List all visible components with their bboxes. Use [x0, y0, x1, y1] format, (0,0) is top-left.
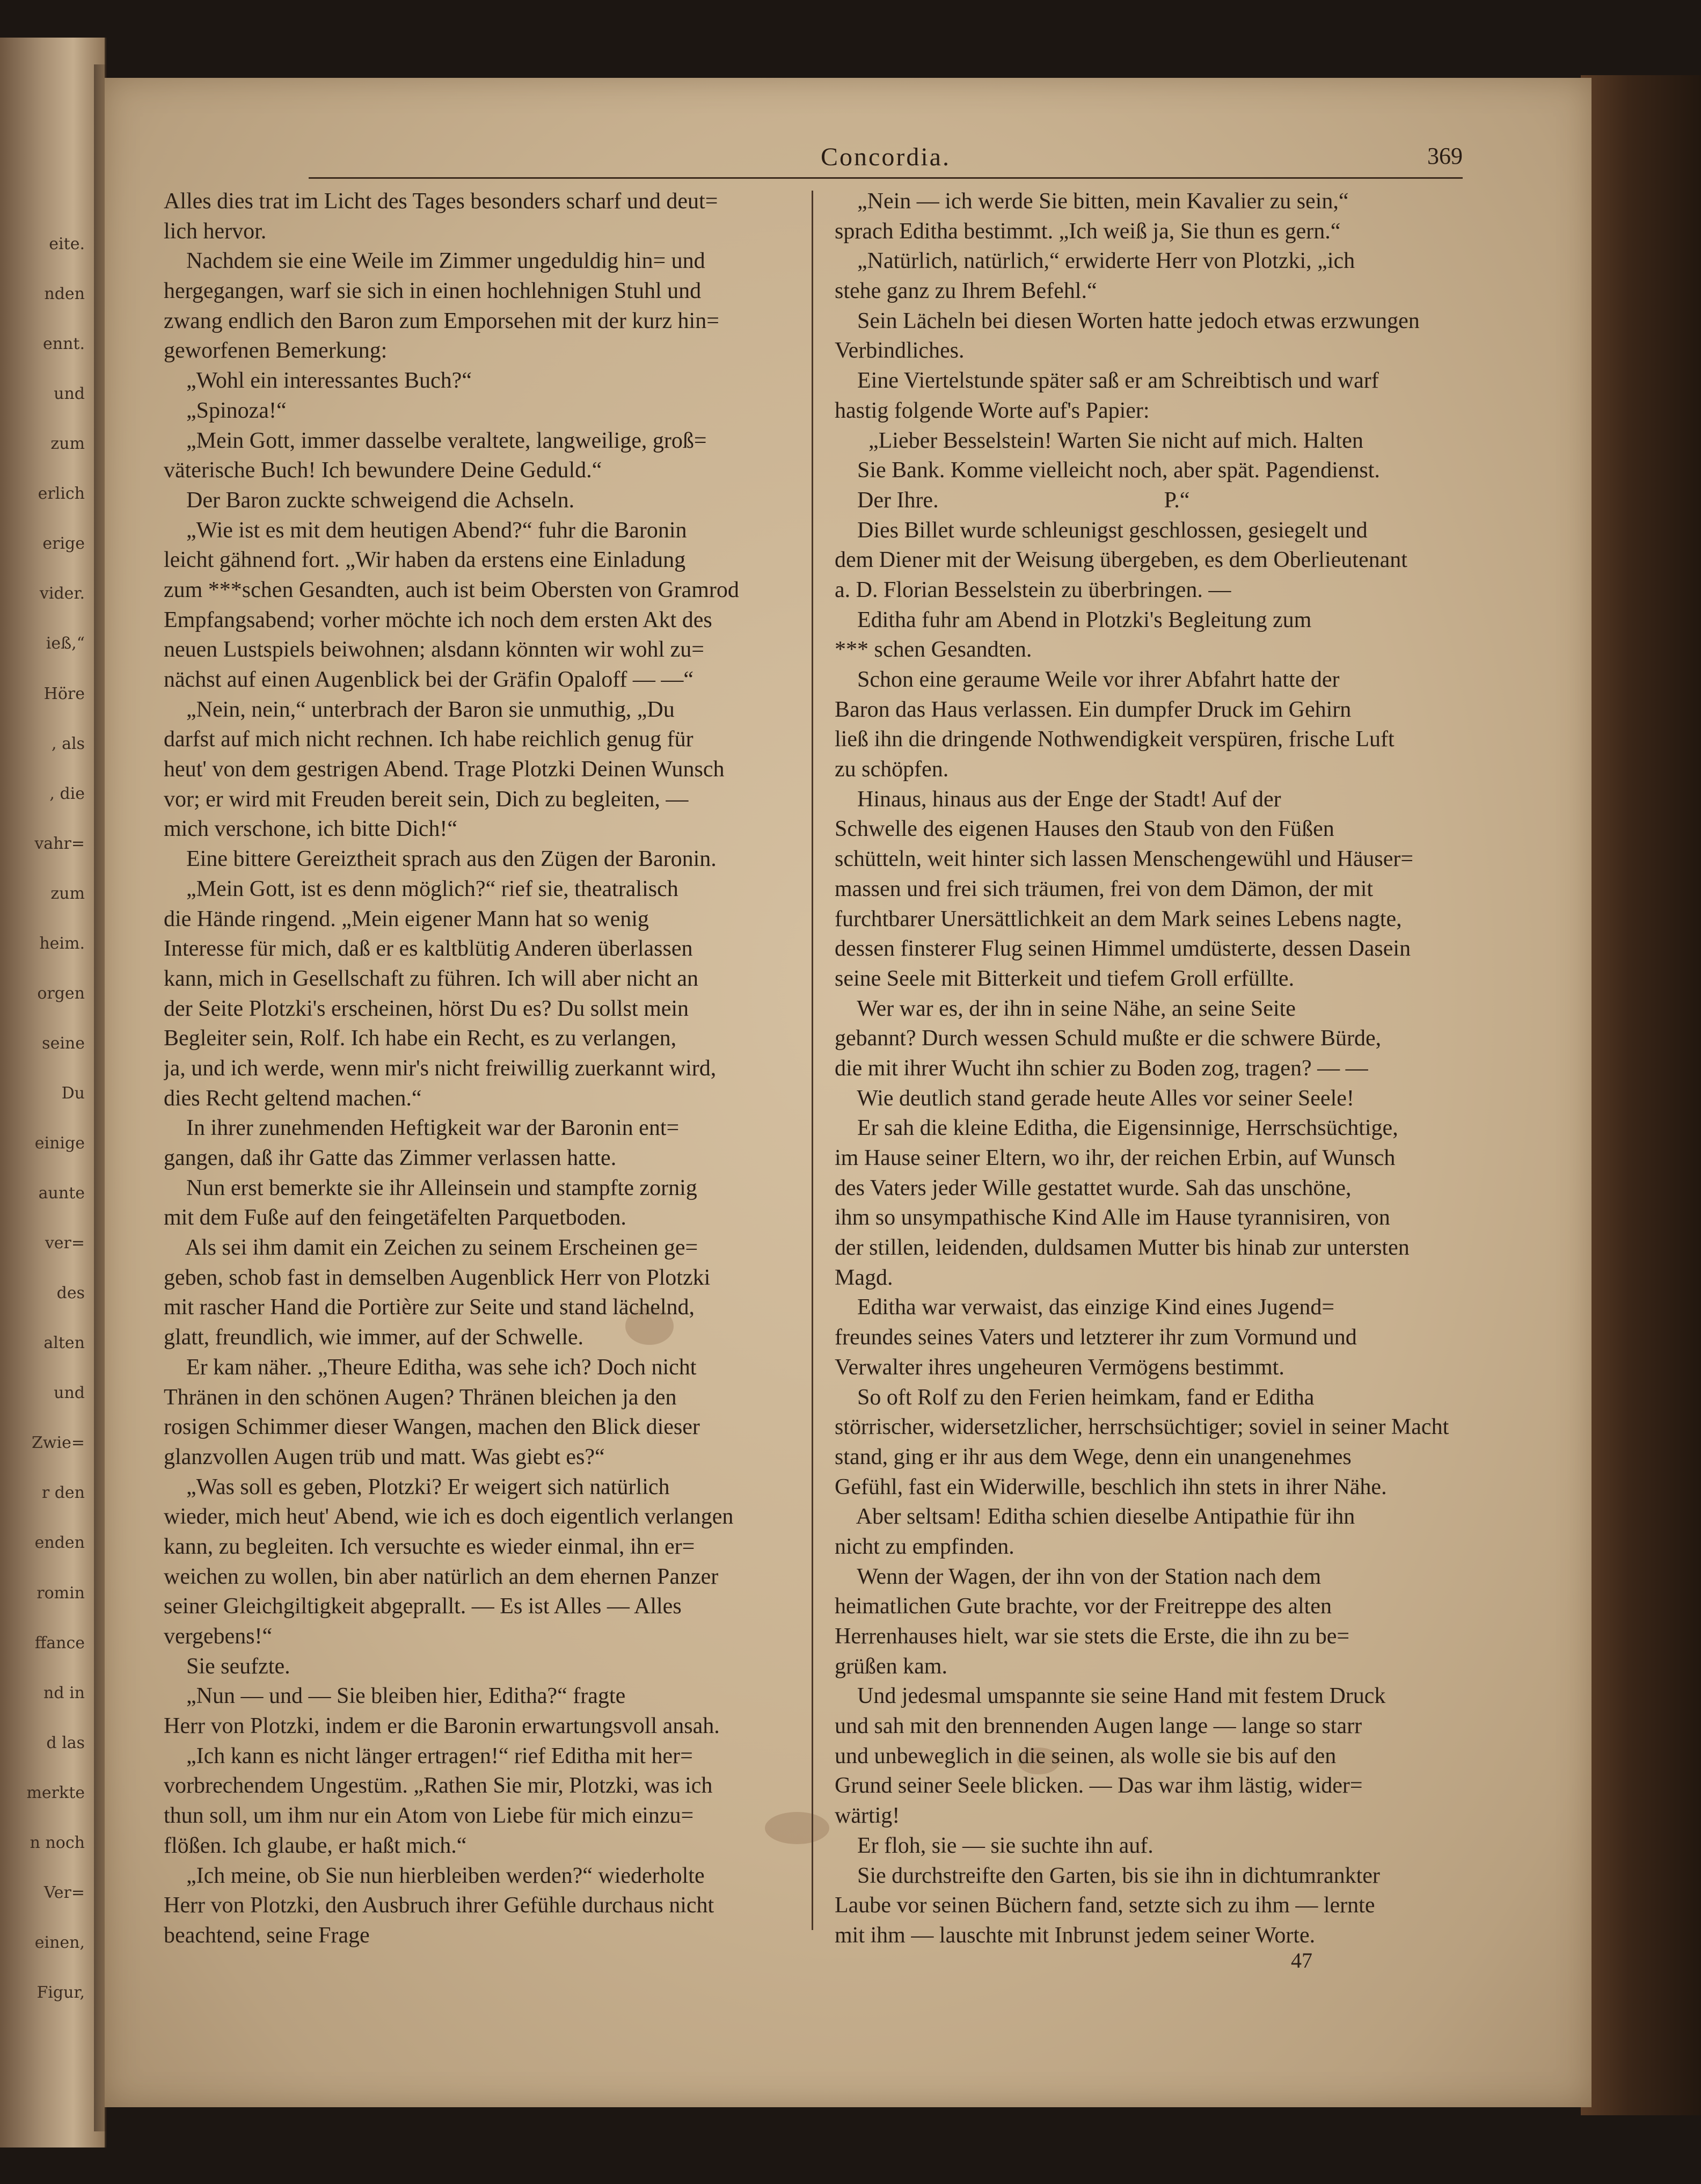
text-line: beachtend, seine Frage	[164, 1923, 370, 1948]
text-line: die mit ihrer Wucht ihn schier zu Boden zog, tragen? — —	[835, 1055, 1368, 1081]
text-line: „Mein Gott, immer dasselbe veraltete, langweilige, groß=	[164, 428, 707, 453]
text-line: nächst auf einen Augenblick bei der Gräfin Opaloff — —“	[164, 667, 694, 692]
text-line: rosigen Schimmer dieser Wangen, machen den Blick dieser	[164, 1415, 700, 1440]
text-line: geworfenen Bemerkung:	[164, 338, 388, 363]
text-line: Thränen in den schönen Augen? Thränen bleichen ja den	[164, 1385, 677, 1410]
text-line: Herr von Plotzki, indem er die Baronin erwartungsvoll ansah.	[164, 1714, 720, 1739]
text-line: „Wohl ein interessantes Buch?“	[164, 368, 472, 394]
text-line: geben, schob fast in demselben Augenblick Herr von Plotzki	[164, 1265, 711, 1290]
text-line: Magd.	[835, 1265, 893, 1290]
text-line: zum ***schen Gesandten, auch ist beim Obersten von Gramrod	[164, 577, 739, 602]
text-line: Empfangsabend; vorher möchte ich noch dem ersten Akt des	[164, 607, 712, 632]
text-line: Wer war es, der ihn in seine Nähe, an seine Seite	[835, 996, 1296, 1021]
facing-page-fragment: erige	[42, 534, 85, 554]
right-text-column	[835, 187, 1463, 1951]
column-divider	[812, 191, 813, 1930]
text-line: schütteln, weit hinter sich lassen Menschengewühl und Häuser=	[835, 847, 1414, 872]
facing-page-fragment: erlich	[38, 484, 85, 504]
running-header	[309, 142, 1463, 180]
text-line: freundes seines Vaters und letzterer ihr zum Vormund und	[835, 1325, 1357, 1350]
text-line: Alles dies trat im Licht des Tages besonders scharf und deut=	[164, 189, 718, 214]
text-line: Baron das Haus verlassen. Ein dumpfer Druck im Gehirn	[835, 697, 1352, 722]
text-line: Verbindliches.	[835, 338, 965, 363]
text-line: Er sah die kleine Editha, die Eigensinnige, Herrschsüchtige,	[835, 1116, 1398, 1141]
facing-page-fragment: vider.	[39, 584, 85, 603]
text-line: hergegangen, warf sie sich in einen hochlehnigen Stuhl und	[164, 279, 702, 304]
facing-page-fragment: enden	[34, 1533, 85, 1553]
text-line: leicht gähnend fort. „Wir haben da erstens eine Einladung	[164, 548, 686, 573]
facing-page-fragment: einen,	[34, 1933, 85, 1952]
facing-page-fragment: r den	[41, 1483, 85, 1503]
text-line: dies Recht geltend machen.“	[164, 1086, 422, 1111]
text-line: Sie durchstreifte den Garten, bis sie ihn in dichtumrankter	[835, 1863, 1380, 1888]
left-text-column	[164, 187, 786, 1951]
text-line: darfst auf mich nicht rechnen. Ich habe reichlich genug für	[164, 727, 693, 752]
book-cover-edge	[1581, 75, 1701, 2115]
facing-page-fragment: ieß,“	[46, 634, 85, 653]
facing-page-fragment: und	[54, 384, 85, 404]
text-line: Schon eine geraume Weile vor ihrer Abfahrt hatte der	[835, 667, 1340, 692]
text-line: Eine bittere Gereiztheit sprach aus den Zügen der Baronin.	[164, 847, 717, 872]
text-line: „Nun — und — Sie bleiben hier, Editha?“ fragte	[164, 1684, 626, 1709]
page-number: 369	[1427, 143, 1463, 169]
text-line: seine Seele mit Bitterkeit und tiefem Groll erfüllte.	[835, 966, 1295, 991]
text-line: grüßen kam.	[835, 1654, 947, 1679]
text-line: vergebens!“	[164, 1624, 273, 1649]
text-line: neuen Lustspiels beiwohnen; alsdann könnten wir wohl zu=	[164, 637, 704, 663]
facing-page-fragment: n noch	[30, 1833, 85, 1852]
text-line: und unbeweglich in die seinen, als wolle sie bis auf den	[835, 1743, 1337, 1768]
facing-page-fragment: nd in	[43, 1683, 85, 1702]
text-line: Dies Billet wurde schleunigst geschlossen, gesiegelt und	[835, 518, 1368, 543]
text-line: In ihrer zunehmenden Heftigkeit war der Baronin ent=	[164, 1116, 680, 1141]
facing-page-fragment: aunte	[38, 1184, 85, 1203]
text-line: ihm so unsympathische Kind Alle im Hause tyrannisiren, von	[835, 1205, 1390, 1231]
facing-page-fragment: seine	[42, 1033, 85, 1053]
text-line: *** schen Gesandten.	[835, 637, 1032, 663]
text-line: dessen finsterer Flug seinen Himmel umdüsterte, dessen Dasein	[835, 936, 1411, 962]
text-line: „Ich kann es nicht länger ertragen!“ rief Editha mit her=	[164, 1743, 693, 1768]
facing-page-fragment: merkte	[26, 1783, 85, 1802]
text-line: stehe ganz zu Ihrem Befehl.“	[835, 279, 1097, 304]
text-line: kann, mich in Gesellschaft zu führen. Ich will aber nicht an	[164, 966, 698, 991]
facing-page-fragment: ver=	[45, 1234, 85, 1253]
text-line: vor; er wird mit Freuden bereit sein, Dich zu begleiten, —	[164, 787, 689, 812]
facing-page-fragment: alten	[43, 1334, 85, 1353]
text-line: Herrenhauses hielt, war sie stets die Erste, die ihn zu be=	[835, 1624, 1350, 1649]
text-line: Sie seufzte.	[164, 1654, 290, 1679]
facing-page-fragment: d las	[46, 1733, 85, 1752]
text-line: „Ich meine, ob Sie nun hierbleiben werden?“ wiederholte	[164, 1863, 705, 1888]
text-line: seiner Gleichgiltigkeit abgeprallt. — Es ist Alles — Alles	[164, 1594, 682, 1619]
text-line: sprach Editha bestimmt. „Ich weiß ja, Sie thun es gern.“	[835, 219, 1341, 244]
facing-page-fragment: , als	[52, 734, 85, 753]
text-line: wärtig!	[835, 1803, 900, 1829]
text-line: Nachdem sie eine Weile im Zimmer ungeduldig hin= und	[164, 249, 705, 274]
text-line: der Seite Plotzki's erscheinen, hörst Du es? Du sollst mein	[164, 996, 689, 1021]
facing-page-fragment: zum	[50, 434, 85, 454]
text-line: stand, ging er ihr aus dem Wege, denn ein unangenehmes	[835, 1444, 1352, 1469]
text-line: Er kam näher. „Theure Editha, was sehe ich? Doch nicht	[164, 1355, 697, 1380]
text-line: mit rascher Hand die Portière zur Seite und stand lächelnd,	[164, 1295, 695, 1320]
text-line: glanzvollen Augen trüb und matt. Was giebt es?“	[164, 1444, 605, 1469]
text-line: thun soll, um ihm nur ein Atom von Liebe für mich einzu=	[164, 1803, 694, 1829]
text-line: massen und frei sich träumen, frei von dem Dämon, der mit	[835, 876, 1374, 901]
text-line: ließ ihn die dringende Nothwendigkeit verspüren, frische Luft	[835, 727, 1395, 752]
text-line: Sie Bank. Komme vielleicht noch, aber spät. Pagendienst.	[835, 458, 1380, 483]
text-line: glatt, freundlich, wie immer, auf der Schwelle.	[164, 1325, 584, 1350]
text-line: zu schöpfen.	[835, 757, 949, 782]
text-line: heut' von dem gestrigen Abend. Trage Plotzki Deinen Wunsch	[164, 757, 725, 782]
text-line: „Natürlich, natürlich,“ erwiderte Herr von Plotzki, „ich	[835, 249, 1355, 274]
text-line: störrischer, widersetzlicher, herrschsüchtiger; soviel in seiner Macht	[835, 1415, 1449, 1440]
text-line: väterische Buch! Ich bewundere Deine Geduld.“	[164, 458, 602, 483]
text-line: Herr von Plotzki, den Ausbruch ihrer Gefühle durchaus nicht	[164, 1893, 714, 1918]
text-line: „Spinoza!“	[164, 398, 287, 423]
facing-page-fragment: nden	[44, 285, 85, 304]
text-line: Wie deutlich stand gerade heute Alles vor seiner Seele!	[835, 1086, 1354, 1111]
text-line: „Lieber Besselstein! Warten Sie nicht auf mich. Halten	[835, 428, 1363, 453]
text-line: Und jedesmal umspannte sie seine Hand mit festem Druck	[835, 1684, 1386, 1709]
text-line: „Mein Gott, ist es denn möglich?“ rief sie, theatralisch	[164, 876, 678, 901]
text-line: Hinaus, hinaus aus der Enge der Stadt! Auf der	[835, 787, 1281, 812]
text-line: Der Baron zuckte schweigend die Achseln.	[164, 487, 575, 513]
facing-page-fragment: orgen	[37, 984, 85, 1003]
text-line: der stillen, leidenden, duldsamen Mutter bis hinab zur untersten	[835, 1235, 1410, 1261]
text-line: Verwalter ihres ungeheuren Vermögens bestimmt.	[835, 1355, 1284, 1380]
text-line: Der Ihre. P.“	[835, 487, 1190, 513]
facing-page-fragment: Du	[61, 1083, 85, 1103]
text-line: Eine Viertelstunde später saß er am Schreibtisch und warf	[835, 368, 1379, 394]
text-line: im Hause seiner Eltern, wo ihr, der reichen Erbin, auf Wunsch	[835, 1146, 1396, 1170]
text-line: nicht zu empfinden.	[835, 1534, 1014, 1559]
text-line: „Wie ist es mit dem heutigen Abend?“ fuhr die Baronin	[164, 518, 687, 543]
text-line: gebannt? Durch wessen Schuld mußte er die schwere Bürde,	[835, 1026, 1382, 1051]
facing-page-fragment: Zwie=	[31, 1433, 85, 1453]
facing-page-fragment: Figur,	[36, 1983, 85, 2002]
facing-page-fragment: vahr=	[34, 834, 85, 853]
facing-page-fragment: ffance	[34, 1633, 85, 1652]
text-line: Laube vor seinen Büchern fand, setzte sich zu ihm — lernte	[835, 1893, 1375, 1918]
text-line: Interesse für mich, daß er es kaltblütig Anderen überlassen	[164, 936, 693, 962]
facing-page-fragment: heim.	[39, 934, 85, 953]
text-line: kann, zu begleiten. Ich versuchte es wieder einmal, ihn er=	[164, 1534, 695, 1559]
text-line: Aber seltsam! Editha schien dieselbe Antipathie für ihn	[835, 1504, 1355, 1530]
text-line: Editha war verwaist, das einzige Kind eines Jugend=	[835, 1295, 1335, 1320]
facing-page-fragment: Ver=	[43, 1883, 85, 1902]
text-line: mit dem Fuße auf den feingetäfelten Parquetboden.	[164, 1205, 626, 1231]
text-line: Schwelle des eigenen Hauses den Staub von den Füßen	[835, 817, 1334, 842]
text-line: vorbrechendem Ungestüm. „Rathen Sie mir, Plotzki, was ich	[164, 1773, 713, 1799]
text-line: Grund seiner Seele blicken. — Das war ihm lästig, wider=	[835, 1773, 1363, 1799]
facing-page-fragment: des	[56, 1284, 85, 1303]
text-line: „Nein, nein,“ unterbrach der Baron sie unmuthig, „Du	[164, 697, 675, 722]
text-line: So oft Rolf zu den Ferien heimkam, fand er Editha	[835, 1385, 1315, 1410]
text-line: die Hände ringend. „Mein eigener Mann hat so wenig	[164, 906, 649, 931]
text-line: Editha fuhr am Abend in Plotzki's Begleitung zum	[835, 607, 1312, 632]
header-rule	[309, 177, 1463, 179]
text-line: dem Diener mit der Weisung übergeben, es dem Oberlieutenant	[835, 548, 1407, 573]
text-line: „Nein — ich werde Sie bitten, mein Kavalier zu sein,“	[835, 189, 1349, 214]
text-line: weichen zu wollen, bin aber natürlich an dem ehernen Panzer	[164, 1564, 719, 1589]
text-line: und sah mit den brennenden Augen lange — lange so starr	[835, 1714, 1362, 1739]
facing-page-fragment: ennt.	[43, 334, 85, 354]
text-line: mich verschone, ich bitte Dich!“	[164, 817, 457, 842]
text-line: heimatlichen Gute brachte, vor der Freitreppe des alten	[835, 1594, 1332, 1619]
facing-page-fragment: eite.	[49, 235, 85, 253]
text-line: mit ihm — lauschte mit Inbrunst jedem seiner Worte.	[835, 1923, 1316, 1948]
text-line: gangen, daß ihr Gatte das Zimmer verlassen hatte.	[164, 1146, 617, 1170]
text-line: flößen. Ich glaube, er haßt mich.“	[164, 1833, 467, 1858]
text-line: Wenn der Wagen, der ihn von der Station nach dem	[835, 1564, 1322, 1589]
facing-page-fragment: Höre	[43, 684, 85, 703]
facing-page-fragment: zum	[50, 884, 85, 903]
text-line: a. D. Florian Besselstein zu überbringen. —	[835, 577, 1231, 602]
text-line: Als sei ihm damit ein Zeichen zu seinem Erscheinen ge=	[164, 1235, 698, 1261]
text-line: „Was soll es geben, Plotzki? Er weigert sich natürlich	[164, 1474, 670, 1499]
text-line: Er floh, sie — sie suchte ihn auf.	[835, 1833, 1154, 1858]
text-line: hastig folgende Worte auf's Papier:	[835, 398, 1150, 423]
text-line: Sein Lächeln bei diesen Worten hatte jedoch etwas erzwungen	[835, 308, 1420, 333]
text-line: wieder, mich heut' Abend, wie ich es doch eigentlich verlangen	[164, 1504, 734, 1530]
facing-page-fragment: , die	[49, 784, 85, 803]
facing-page-fragment: einige	[34, 1134, 85, 1153]
text-line: Nun erst bemerkte sie ihr Alleinsein und stampfte zornig	[164, 1175, 697, 1200]
facing-page-edge	[0, 38, 106, 2147]
signature-mark: 47	[1291, 1948, 1312, 1972]
text-line: lich hervor.	[164, 219, 267, 244]
text-line: des Vaters jeder Wille gestattet wurde. Sah das unschöne,	[835, 1175, 1352, 1200]
text-line: Gefühl, fast ein Widerwille, beschlich ihn stets in ihrer Nähe.	[835, 1474, 1387, 1499]
facing-page-fragment: romin	[36, 1583, 85, 1603]
text-line: ja, und ich werde, wenn mir's nicht freiwillig zuerkannt wird,	[164, 1055, 717, 1081]
journal-title: Concordia.	[821, 143, 951, 171]
text-line: Begleiter sein, Rolf. Ich habe ein Recht, es zu verlangen,	[164, 1026, 677, 1051]
text-line: zwang endlich den Baron zum Emporsehen mit der kurz hin=	[164, 308, 719, 333]
facing-page-fragment: und	[54, 1384, 85, 1403]
text-line: furchtbarer Unersättlichkeit an dem Mark seines Lebens nagte,	[835, 906, 1402, 931]
